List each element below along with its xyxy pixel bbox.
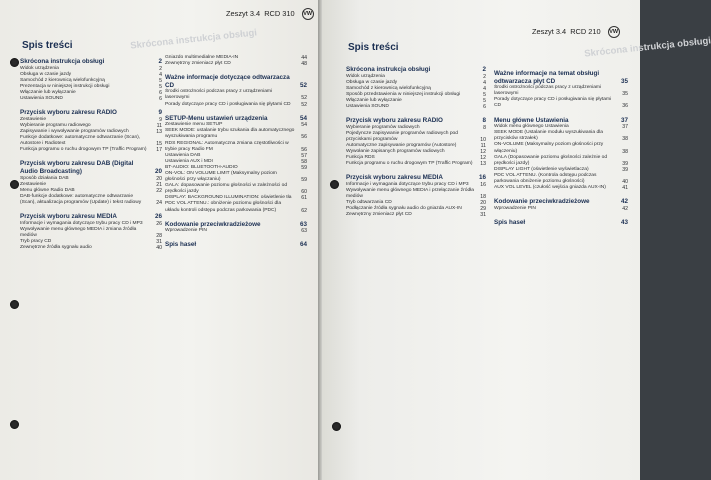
page-title: Spis treści xyxy=(22,40,73,51)
vw-logo-icon: VW xyxy=(302,8,314,20)
toc-entry-title: Tryb pracy CD xyxy=(20,238,52,244)
toc-entry-title: Zapisywanie i wywoływanie programów radiowych xyxy=(20,128,129,134)
toc-entry[interactable] xyxy=(346,104,486,110)
toc-page-number: 35 xyxy=(620,77,628,85)
toc-entry[interactable] xyxy=(494,142,628,154)
toc-page-number: 13 xyxy=(156,128,162,135)
toc-entry-title: Informacje i wymagania dotyczące trybu pracy CD i MP3 xyxy=(20,220,143,226)
binder-hole xyxy=(330,180,339,189)
toc-page-number: 39 xyxy=(622,166,628,173)
toc-entry-title: Skrócona instrukcja obsługi xyxy=(20,58,105,65)
toc-entry-title: Podłączanie źródła sygnału audio do gniazda AUX-IN xyxy=(346,206,462,212)
section-spacer xyxy=(165,234,307,241)
toc-page-number: 63 xyxy=(299,220,307,228)
toc-page-number: 4 xyxy=(159,71,162,78)
ghost-heading: Skrócona instrukcja obsługi xyxy=(129,27,258,52)
toc-page-number: 57 xyxy=(301,152,307,159)
toc-page-number: 12 xyxy=(480,149,486,156)
toc-entry-title: Sposób przedstawienia w niniejszej instrukcji obsługi xyxy=(346,91,461,97)
binder-hole xyxy=(10,300,19,309)
toc-entry-title: Tryb odtwarzania CD xyxy=(346,200,392,206)
toc-page-number: 26 xyxy=(154,212,162,220)
toc-entry-title: Prezentacja w niniejszej instrukcji obsługi xyxy=(20,83,110,89)
binder-hole xyxy=(10,180,19,189)
right-page xyxy=(322,0,711,480)
toc-page-number: 44 xyxy=(301,55,307,61)
toc-entry[interactable] xyxy=(346,212,486,218)
section-spacer xyxy=(20,102,162,109)
toc-page-number: 31 xyxy=(156,238,162,245)
page-title: Spis treści xyxy=(348,42,399,53)
toc-entry-title: AUX VOL LEVEL (czułość wejścia gniazda AUX-IN) xyxy=(494,185,606,191)
section-spacer xyxy=(165,108,307,115)
toc-entry-title: ON-VOL: ON VOLUME LIMIT (Maksymalny poziom głośności przy włączaniu) xyxy=(165,171,277,183)
toc-page-number: 59 xyxy=(301,177,307,184)
toc-entry[interactable] xyxy=(494,173,628,185)
binder-hole xyxy=(10,420,19,429)
toc-page-number: 38 xyxy=(622,136,628,143)
toc-entry-title: Wywołanie zapisanych programów radiowych xyxy=(346,149,445,155)
toc-page-number: 5 xyxy=(483,91,486,98)
toc-entry[interactable] xyxy=(165,102,307,108)
section-spacer xyxy=(494,191,628,198)
toc-entry-title: Zestawienie menu SETUP xyxy=(165,122,223,128)
toc-entry-title: SETUP-Menu ustawień urządzenia xyxy=(165,114,268,122)
toc-entry-title: Zestawienie xyxy=(20,181,47,187)
toc-page-number: 48 xyxy=(301,61,307,68)
toc-page-number: 37 xyxy=(620,116,628,124)
toc-entry[interactable] xyxy=(494,97,628,109)
toc-page-number: 54 xyxy=(299,114,307,122)
binder-hole xyxy=(10,58,19,67)
model-label: RCD 210 xyxy=(570,26,601,36)
toc-page-number: 17 xyxy=(156,147,162,154)
toc-page-number: 60 xyxy=(301,189,307,196)
toc-page-number: 6 xyxy=(159,96,162,103)
toc-page-number: 12 xyxy=(480,155,486,162)
toc-entry-title: Menu główne Radio DAB xyxy=(20,187,75,193)
toc-entry-title: Widok urządzenia xyxy=(346,73,385,79)
toc-page-number: 11 xyxy=(156,122,162,129)
toc-page-number: 59 xyxy=(301,164,307,171)
toc-page-number: 52 xyxy=(299,81,307,89)
toc-entry-title: Wprowadzenie PIN xyxy=(165,228,207,234)
toc-entry-title: Wprowadzenie PIN xyxy=(494,205,536,211)
toc-entry-title: Wybieranie programów radiowych xyxy=(346,124,420,130)
toc-entry[interactable] xyxy=(494,155,628,167)
toc-entry-title: Włączanie lub wyłączanie xyxy=(346,97,402,103)
toc-entry[interactable] xyxy=(346,188,486,200)
toc-entry-title: Ważne informacje dotyczące odtwarzacza CD xyxy=(165,74,290,89)
toc-page-number: 20 xyxy=(154,167,162,175)
toc-entry[interactable] xyxy=(165,61,307,67)
toc-page-number: 41 xyxy=(622,185,628,192)
toc-entry-title: Kodowanie przeciwkradzieżowe xyxy=(494,198,590,206)
toc-entry-title: Samochód z kierownicą wielofunkcyjną xyxy=(20,77,105,83)
toc-page-number: 8 xyxy=(482,117,486,125)
toc-page-number: 35 xyxy=(622,91,628,98)
page-header xyxy=(532,26,620,38)
toc-entry-title: Widok urządzenia xyxy=(20,65,59,71)
toc-page-number: 9 xyxy=(158,109,162,117)
toc-entry[interactable] xyxy=(165,128,307,140)
toc-page-number: 6 xyxy=(483,104,486,111)
toc-entry-title: ON-VOLUME (Maksymalny poziom głośności przy włączeniu) xyxy=(494,142,604,154)
toc-entry-title: SEEK MODE: ustalanie trybu szukania dla automatycznego wyszukiwania programu xyxy=(165,128,295,140)
section-spacer xyxy=(494,110,628,117)
toc-section-heading[interactable] xyxy=(346,174,486,182)
toc-section-heading[interactable] xyxy=(20,160,162,175)
toc-page-number: 42 xyxy=(620,198,628,206)
left-page xyxy=(0,0,318,480)
toc-entry-title: Ustawienia SOUND xyxy=(346,104,389,110)
model-label: RCD 310 xyxy=(264,8,295,18)
toc-entry[interactable] xyxy=(20,147,162,153)
toc-page-number: 2 xyxy=(159,65,162,72)
toc-entry-title: Wybieranie programu radiowego xyxy=(20,122,91,128)
toc-entry-title: DISPLAY: BACKGROUND ILLUMINATION: oświetlenie tła xyxy=(165,195,292,201)
toc-entry-title: Obsługa w czasie jazdy xyxy=(346,79,398,85)
toc-page-number: 11 xyxy=(480,143,486,150)
toc-entry-title: RDS REGIONAL: Automatyczna zmiana częstotliwości w trybie pracy Radio FM xyxy=(165,140,289,152)
toc-page-number: 16 xyxy=(480,182,486,188)
toc-entry-title: Obsługa w czasie jazdy xyxy=(20,71,72,77)
toc-entry-title: Funkcja RDS xyxy=(346,155,375,161)
toc-entry[interactable] xyxy=(20,194,162,206)
toc-entry-title: Skrócona instrukcja obsługi xyxy=(346,66,431,73)
toc-page-number: 29 xyxy=(480,206,486,213)
toc-entry[interactable] xyxy=(346,131,486,143)
toc-entry-title: Ustawienia SOUND xyxy=(20,96,63,102)
toc-entry-title: Widok menu głównego Ustawienia xyxy=(494,124,569,130)
toc-entry-title: GALA (Dopasowanie poziomu głośności zależnie od prędkości jazdy) xyxy=(494,154,608,166)
toc-entry-title: Funkcja programu o ruchu drogowym TP (Traffic Program) xyxy=(20,147,147,153)
toc-page-number: 9 xyxy=(159,116,162,123)
toc-page-number: 21 xyxy=(156,181,162,188)
section-spacer xyxy=(165,214,307,221)
toc-entry-title: Przycisk wyboru zakresu RADIO xyxy=(20,109,117,117)
toc-entry-title: Pojedyncze zapisywanie programów radiowych pod przyciskami programów xyxy=(346,130,458,142)
section-spacer xyxy=(494,212,628,219)
toc-entry-title: Zewnętrzny zmieniacz płyt CD xyxy=(346,212,412,218)
toc-column-1 xyxy=(20,58,162,251)
toc-section-heading[interactable] xyxy=(494,70,628,85)
section-spacer xyxy=(346,110,486,117)
toc-page-number: 24 xyxy=(156,199,162,206)
toc-entry-title: Informacje i wymagania dotyczące trybu pracy CD i MP3 xyxy=(346,182,469,187)
toc-column-2 xyxy=(165,55,307,249)
toc-entry-title: Wywoływanie menu głównego MEDIA i zmiana źródła mediów xyxy=(20,226,137,238)
toc-entry-title: Zewnętrzny zmieniacz płyt CD xyxy=(165,61,231,67)
toc-entry-title: Ustawienia DAB xyxy=(165,152,201,158)
toc-page-number: 5 xyxy=(483,97,486,104)
toc-entry[interactable] xyxy=(494,185,628,191)
vw-logo-icon: VW xyxy=(608,26,620,38)
toc-entry[interactable] xyxy=(20,96,162,102)
toc-entry-title: Porady dotyczące pracy CD i posługiwania się płytami CD xyxy=(494,97,612,109)
toc-page-number: 36 xyxy=(622,103,628,110)
toc-entry-title: Przycisk wyboru zakresu DAB (Digital Audio Broadcasting) xyxy=(20,160,134,175)
toc-page-number: 42 xyxy=(622,205,628,212)
toc-entry-title: PDC VOL ATTENU.: obniżenie poziomu głośności dla układu kontroli odstępu podczas parkowania (PDC) xyxy=(165,201,282,213)
toc-entry[interactable] xyxy=(165,141,307,153)
toc-page-number: 2 xyxy=(483,73,486,80)
toc-section-heading[interactable] xyxy=(20,213,162,221)
toc-page-number: 4 xyxy=(483,79,486,86)
toc-entry-title: Kodowanie przeciwkradzieżowe xyxy=(165,220,261,228)
toc-entry-title: Menu główne Ustawienia xyxy=(494,116,569,124)
toc-entry-title: Zestawienie xyxy=(20,116,47,122)
toc-page-number: 20 xyxy=(156,175,162,182)
toc-entry-title: DAB-funkcje dodatkowe: automatyczne odtwarzanie (Scan), aktualizacja programów (Update) i tekst radiowy xyxy=(20,193,142,205)
toc-entry-title: GALA: dopasowanie poziomu głośności w zależności od prędkości jazdy xyxy=(165,183,288,195)
toc-page-number: 22 xyxy=(156,187,162,194)
toc-entry-title: Gniazdo multimedialne MEDIA-IN xyxy=(165,55,239,60)
toc-section-heading[interactable] xyxy=(346,117,486,125)
toc-entry[interactable] xyxy=(165,201,307,213)
toc-page-number: 8 xyxy=(483,124,486,131)
toc-entry-title: Przycisk wyboru zakresu MEDIA xyxy=(346,174,443,182)
toc-page-number: 52 xyxy=(301,101,307,108)
toc-entry[interactable] xyxy=(20,245,162,251)
toc-entry[interactable] xyxy=(346,161,486,167)
toc-page-number: 54 xyxy=(301,122,307,129)
toc-entry[interactable] xyxy=(494,206,628,212)
toc-column-2 xyxy=(494,70,628,226)
toc-entry-title: Porady dotyczące pracy CD i posługiwania się płytami CD xyxy=(165,101,291,107)
toc-page-number: 2 xyxy=(482,66,486,73)
toc-page-number: 2 xyxy=(158,58,162,65)
toc-entry[interactable] xyxy=(165,89,307,101)
toc-section-heading[interactable] xyxy=(165,74,307,89)
toc-entry-title: Przycisk wyboru zakresu RADIO xyxy=(346,117,443,125)
toc-page-number: 10 xyxy=(480,136,486,143)
toc-page-number: 15 xyxy=(156,141,162,148)
toc-section-heading[interactable] xyxy=(494,219,628,227)
toc-entry-title: DISPLAY LIGHT (oświetlenie wyświetlacza) xyxy=(494,166,589,172)
toc-entry-title: Spis haseł xyxy=(165,241,197,249)
toc-entry-title: Ważne informacje na temat obsługi odtwarzacza płyt CD xyxy=(494,70,600,85)
section-spacer xyxy=(20,153,162,160)
toc-entry-title: Automatyczne zapisywanie programów (Autostore) xyxy=(346,143,457,149)
toc-page-number: 63 xyxy=(301,228,307,235)
toc-page-number: 40 xyxy=(622,179,628,185)
toc-page-number: 37 xyxy=(622,124,628,131)
issue-label: Zeszyt 3.4 xyxy=(532,26,567,36)
toc-page-number: 16 xyxy=(478,174,486,182)
toc-entry[interactable] xyxy=(494,85,628,97)
toc-entry-title: Sposób działania DAB xyxy=(20,175,69,181)
toc-page-number: 4 xyxy=(483,85,486,92)
toc-page-number: 28 xyxy=(156,232,162,239)
toc-page-number: 5 xyxy=(159,83,162,90)
issue-label: Zeszyt 3.4 xyxy=(226,8,261,18)
toc-column-1 xyxy=(346,66,486,219)
toc-entry-title: PDC VOL ATTENU. (Kontrola odstępu podczas parkowania obniżenie poziomu głośności) xyxy=(494,172,597,184)
toc-page-number: 56 xyxy=(301,134,307,141)
section-spacer xyxy=(346,167,486,174)
toc-entry[interactable] xyxy=(494,130,628,142)
toc-entry[interactable] xyxy=(165,171,307,183)
toc-entry-title: Samochód z kierownicą wielofunkcyjną xyxy=(346,85,431,91)
toc-entry-title: Spis haseł xyxy=(494,218,526,226)
binder-hole xyxy=(332,422,341,431)
toc-page-number: 64 xyxy=(299,241,307,249)
toc-page-number: 43 xyxy=(620,218,628,226)
ghost-heading: Skrócona instrukcja obsługi xyxy=(583,35,711,60)
toc-page-number: 18 xyxy=(480,194,486,201)
toc-page-number: 5 xyxy=(159,77,162,84)
toc-entry-title: Włączanie lub wyłączanie xyxy=(20,89,76,95)
toc-entry-title: Środki ostrożności podczas pracy z urządzeniami laserowymi xyxy=(165,89,273,101)
toc-page-number: 56 xyxy=(301,146,307,153)
toc-entry-title: SEEK MODE (Ustalanie modułu wyszukiwania dla przycisków strzałek) xyxy=(494,130,603,142)
toc-section-heading[interactable] xyxy=(20,58,162,66)
toc-entry-title: BT-AUDIO: BLUETOOTH-AUDIO xyxy=(165,164,238,170)
toc-section-heading[interactable] xyxy=(346,66,486,74)
toc-entry-title: Ustawienia AUX i MDI xyxy=(165,158,213,164)
toc-page-number: 13 xyxy=(480,161,486,168)
toc-page-number: 38 xyxy=(622,148,628,155)
toc-section-heading[interactable] xyxy=(494,198,628,206)
toc-entry[interactable] xyxy=(165,183,307,195)
toc-entry[interactable] xyxy=(20,227,162,239)
toc-page-number: 31 xyxy=(480,212,486,219)
toc-page-number: 39 xyxy=(622,160,628,167)
toc-entry-title: Funkcja programu o ruchu drogowym TP (Traffic Program) xyxy=(346,161,473,167)
toc-entry-title: Zewnętrzne źródła sygnału audio xyxy=(20,244,92,250)
toc-entry[interactable] xyxy=(165,228,307,234)
toc-page-number: 52 xyxy=(301,95,307,102)
toc-section-heading[interactable] xyxy=(165,241,307,249)
toc-page-number: 40 xyxy=(156,244,162,251)
toc-entry-title: Środki ostrożności podczas pracy z urządzeniami laserowymi xyxy=(494,85,602,97)
section-spacer xyxy=(20,206,162,213)
toc-page-number: 26 xyxy=(156,220,162,227)
toc-page-number: 61 xyxy=(301,195,307,202)
toc-entry-title: Funkcje dodatkowe: automatyczne odtwarzanie (Scan), Autostore i Radiotext xyxy=(20,135,141,147)
toc-page-number: 20 xyxy=(480,200,486,207)
toc-page-number: 62 xyxy=(301,207,307,214)
toc-entry-title: Przycisk wyboru zakresu MEDIA xyxy=(20,212,117,220)
toc-entry-title: Wywoływanie menu głównego MEDIA i przełączanie źródła mediów xyxy=(346,188,474,200)
section-spacer xyxy=(165,67,307,74)
toc-page-number: 6 xyxy=(159,89,162,96)
toc-section-heading[interactable] xyxy=(20,109,162,117)
toc-page-number: 58 xyxy=(301,158,307,165)
toc-entry[interactable] xyxy=(20,135,162,147)
page-header xyxy=(226,8,314,20)
